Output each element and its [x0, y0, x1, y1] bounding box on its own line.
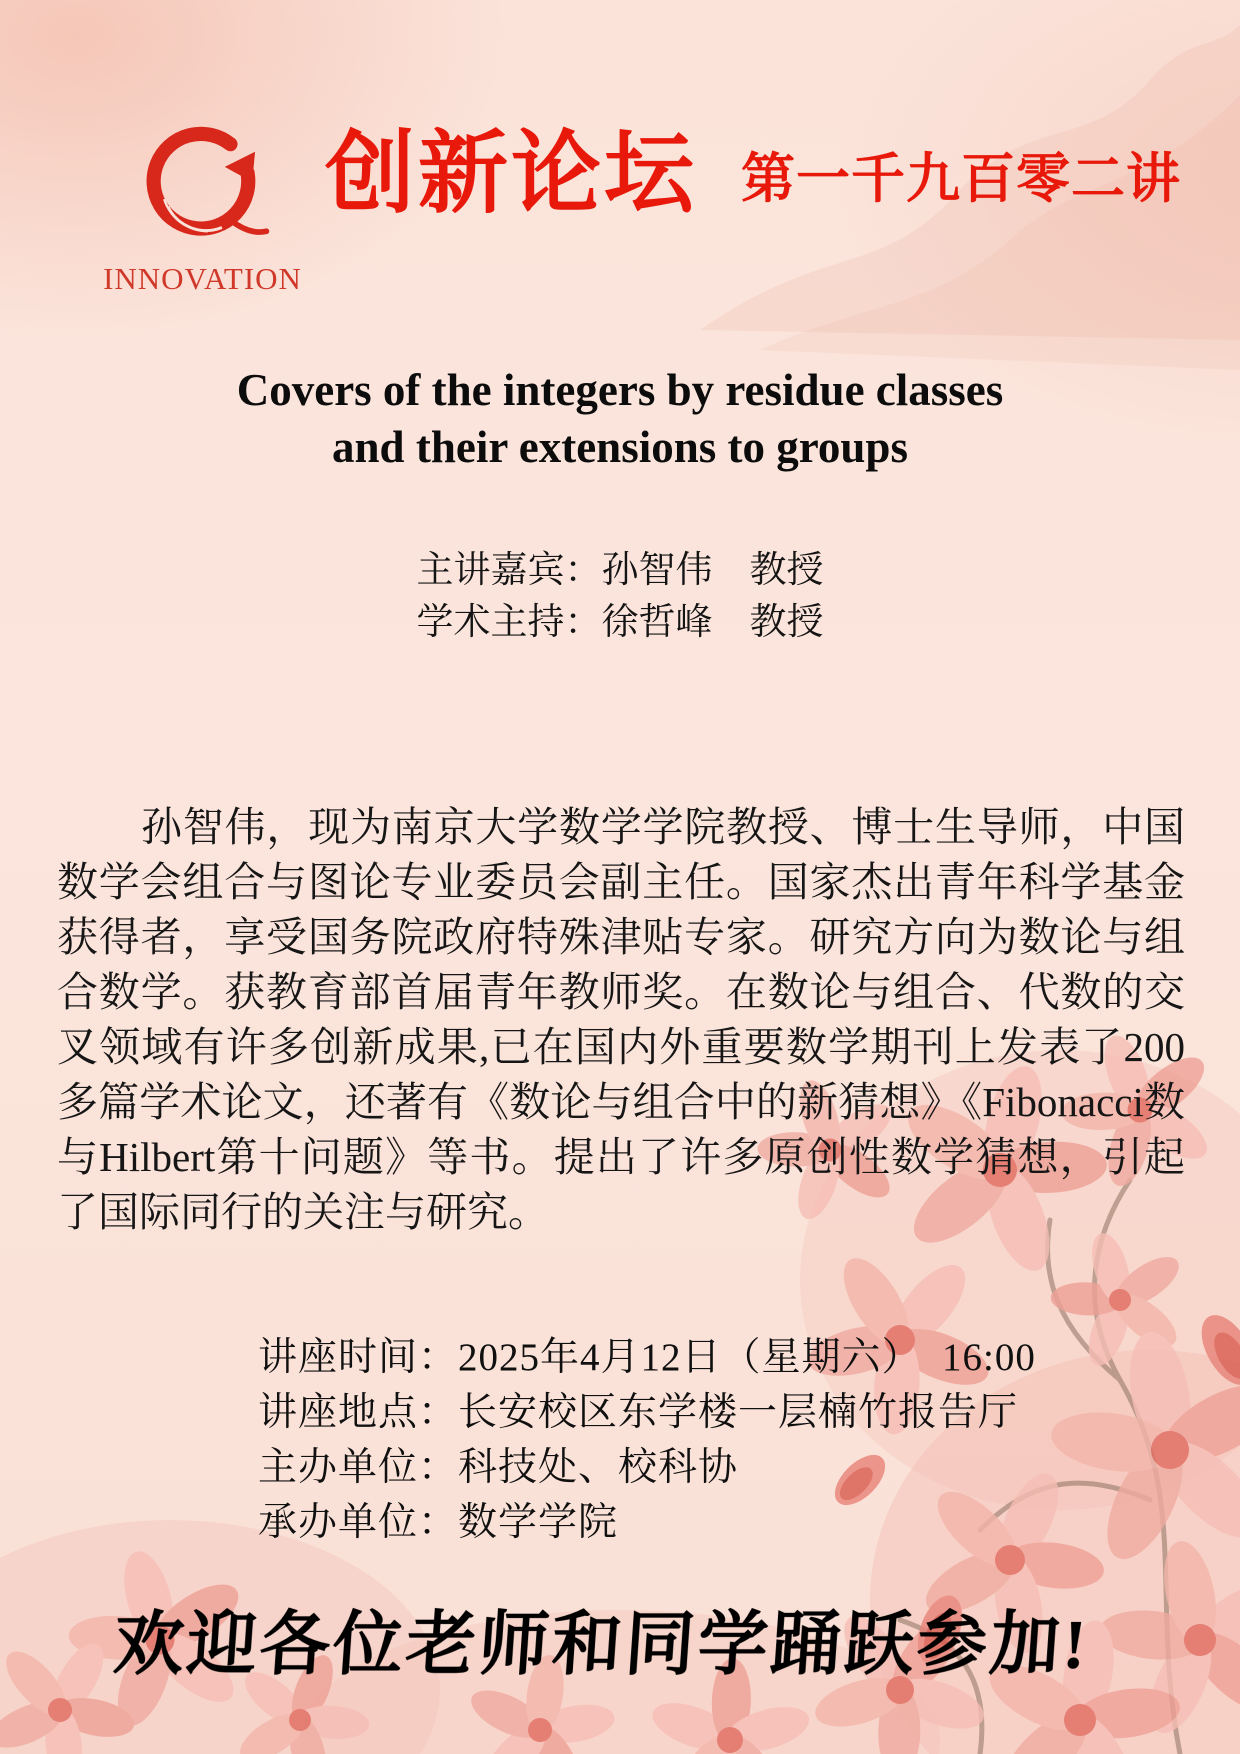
poster-header [325, 126, 1181, 223]
forum-title: 创新论坛 [325, 124, 697, 224]
host-line: 学术主持：徐哲峰 教授 [416, 602, 824, 643]
people-lines [417, 545, 824, 649]
detail-value: 科技处、校科协 [458, 1446, 739, 1489]
detail-row-organizer [258, 1440, 1036, 1495]
detail-value: 2025年4月12日（星期六） 16:00 [458, 1336, 1036, 1379]
lecture-title-line2: and their extensions to groups [332, 422, 908, 472]
lecture-number: 第一千九百零二讲 [741, 149, 1181, 210]
lecture-title [0, 362, 1240, 476]
detail-row-location [258, 1385, 1036, 1440]
detail-label: 讲座地点： [258, 1391, 459, 1434]
lecture-title-line1: Covers of the integers by residue classes [236, 365, 1004, 415]
detail-value: 数学学院 [458, 1501, 619, 1544]
detail-label: 讲座时间： [258, 1336, 459, 1379]
logo-caption: INNOVATION [103, 261, 302, 296]
detail-label: 承办单位： [258, 1501, 459, 1544]
innovation-logo [95, 112, 310, 297]
detail-row-time [258, 1330, 1036, 1385]
detail-value: 长安校区东学楼一层楠竹报告厅 [458, 1391, 1019, 1434]
people-block [0, 545, 1240, 649]
speaker-bio: 孙智伟，现为南京大学数学学院教授、博士生导师，中国数学会组合与图论专业委员会副主任。国家杰出青年科学基金获得者，享受国务院政府特殊津贴专家。研究方向为数论与组合数学。获教育部首届青年教师奖。在数论与组合、代数的交叉领域有许多创新成果,已在国内外重要数学期刊上发表了200多篇学术论文，还著有《数论与组合中的新猜想》《Fibonacci数与Hilbert第十问题》等书。提出了许多原创性数学猜想，引起了国际同行的关注与研究。 [57, 804, 1185, 1235]
speaker-line: 主讲嘉宾：孙智伟 教授 [416, 550, 824, 591]
welcome-message: 欢迎各位老师和同学踊跃参加! [111, 1607, 1092, 1684]
detail-row-undertaker [258, 1495, 1036, 1550]
detail-label: 主办单位： [258, 1446, 459, 1489]
innovation-logo-icon [128, 112, 278, 254]
lecture-details [258, 1330, 1036, 1550]
